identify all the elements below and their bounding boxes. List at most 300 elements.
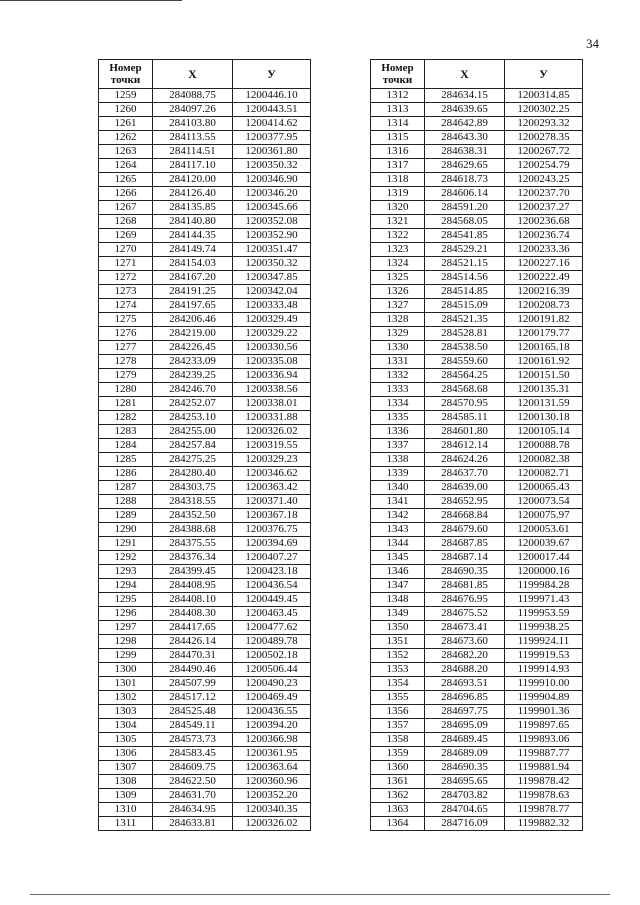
cell-x: 284634.15 <box>425 89 505 103</box>
cell-y: 1200347.85 <box>233 271 311 285</box>
cell-y: 1200161.92 <box>505 355 583 369</box>
cell-point-number: 1279 <box>99 369 153 383</box>
cell-y: 1199878.42 <box>505 775 583 789</box>
cell-y: 1200345.66 <box>233 201 311 215</box>
table-row <box>371 621 583 635</box>
cell-x: 284629.65 <box>425 159 505 173</box>
cell-y: 1200346.62 <box>233 467 311 481</box>
cell-x: 284690.35 <box>425 565 505 579</box>
cell-point-number: 1303 <box>99 705 153 719</box>
cell-x: 284149.74 <box>153 243 233 257</box>
coordinates-table-left <box>98 59 311 831</box>
cell-point-number: 1284 <box>99 439 153 453</box>
table-row <box>371 117 583 131</box>
cell-x: 284638.31 <box>425 145 505 159</box>
cell-y: 1200039.67 <box>505 537 583 551</box>
cell-y: 1200165.18 <box>505 341 583 355</box>
table-row <box>99 369 311 383</box>
cell-y: 1200191.82 <box>505 313 583 327</box>
table-header-row <box>371 60 583 89</box>
cell-y: 1200367.18 <box>233 509 311 523</box>
cell-point-number: 1308 <box>99 775 153 789</box>
table-row <box>99 187 311 201</box>
cell-y: 1199984.28 <box>505 579 583 593</box>
cell-x: 284690.35 <box>425 761 505 775</box>
cell-y: 1200446.10 <box>233 89 311 103</box>
cell-y: 1200490.23 <box>233 677 311 691</box>
coordinates-table-right <box>370 59 583 831</box>
table-row <box>371 607 583 621</box>
table-row <box>371 551 583 565</box>
table-row <box>371 509 583 523</box>
cell-y: 1200351.47 <box>233 243 311 257</box>
table-row <box>371 383 583 397</box>
cell-y: 1200130.18 <box>505 411 583 425</box>
cell-point-number: 1315 <box>371 131 425 145</box>
cell-point-number: 1327 <box>371 299 425 313</box>
table-row <box>371 355 583 369</box>
header-point-number: Номер точки <box>371 60 425 89</box>
cell-y: 1200436.55 <box>233 705 311 719</box>
top-rule <box>0 0 182 1</box>
table-row <box>371 229 583 243</box>
table-row <box>371 537 583 551</box>
cell-point-number: 1301 <box>99 677 153 691</box>
cell-x: 284618.73 <box>425 173 505 187</box>
cell-point-number: 1306 <box>99 747 153 761</box>
cell-x: 284591.20 <box>425 201 505 215</box>
cell-x: 284206.46 <box>153 313 233 327</box>
cell-x: 284525.48 <box>153 705 233 719</box>
cell-y: 1200371.40 <box>233 495 311 509</box>
cell-point-number: 1350 <box>371 621 425 635</box>
cell-point-number: 1318 <box>371 173 425 187</box>
cell-x: 284642.89 <box>425 117 505 131</box>
cell-point-number: 1259 <box>99 89 153 103</box>
table-row <box>99 635 311 649</box>
cell-y: 1200361.95 <box>233 747 311 761</box>
cell-x: 284103.80 <box>153 117 233 131</box>
table-row <box>371 565 583 579</box>
cell-y: 1200350.32 <box>233 257 311 271</box>
table-row <box>371 243 583 257</box>
table-row <box>99 327 311 341</box>
cell-y: 1200267.72 <box>505 145 583 159</box>
cell-y: 1199938.25 <box>505 621 583 635</box>
table-row <box>99 117 311 131</box>
cell-x: 284135.85 <box>153 201 233 215</box>
cell-x: 284239.25 <box>153 369 233 383</box>
table-row <box>371 775 583 789</box>
cell-y: 1200237.27 <box>505 201 583 215</box>
cell-y: 1200278.35 <box>505 131 583 145</box>
cell-y: 1199882.32 <box>505 817 583 831</box>
cell-x: 284652.95 <box>425 495 505 509</box>
cell-x: 284703.82 <box>425 789 505 803</box>
cell-y: 1200216.39 <box>505 285 583 299</box>
table-row <box>99 229 311 243</box>
cell-x: 284253.10 <box>153 411 233 425</box>
cell-y: 1199901.36 <box>505 705 583 719</box>
cell-y: 1200377.95 <box>233 131 311 145</box>
cell-point-number: 1270 <box>99 243 153 257</box>
cell-y: 1200151.50 <box>505 369 583 383</box>
table-row <box>371 761 583 775</box>
cell-point-number: 1320 <box>371 201 425 215</box>
cell-point-number: 1334 <box>371 397 425 411</box>
cell-x: 284167.20 <box>153 271 233 285</box>
cell-point-number: 1351 <box>371 635 425 649</box>
cell-point-number: 1274 <box>99 299 153 313</box>
cell-point-number: 1296 <box>99 607 153 621</box>
table-row <box>99 761 311 775</box>
cell-y: 1200346.20 <box>233 187 311 201</box>
table-row <box>371 313 583 327</box>
cell-y: 1200073.54 <box>505 495 583 509</box>
table-row <box>99 663 311 677</box>
cell-x: 284408.30 <box>153 607 233 621</box>
table-row <box>99 383 311 397</box>
table-row <box>371 747 583 761</box>
cell-point-number: 1266 <box>99 187 153 201</box>
cell-y: 1200350.32 <box>233 159 311 173</box>
cell-x: 284570.95 <box>425 397 505 411</box>
table-row <box>99 411 311 425</box>
table-row <box>371 299 583 313</box>
cell-point-number: 1362 <box>371 789 425 803</box>
cell-x: 284601.80 <box>425 425 505 439</box>
cell-y: 1200407.27 <box>233 551 311 565</box>
cell-point-number: 1285 <box>99 453 153 467</box>
cell-x: 284246.70 <box>153 383 233 397</box>
cell-y: 1200053.61 <box>505 523 583 537</box>
cell-y: 1200227.16 <box>505 257 583 271</box>
cell-y: 1200342.04 <box>233 285 311 299</box>
cell-x: 284612.14 <box>425 439 505 453</box>
table-header-row <box>99 60 311 89</box>
cell-y: 1199904.89 <box>505 691 583 705</box>
cell-y: 1200443.51 <box>233 103 311 117</box>
cell-y: 1200179.77 <box>505 327 583 341</box>
cell-x: 284568.68 <box>425 383 505 397</box>
cell-point-number: 1304 <box>99 719 153 733</box>
table-row <box>371 145 583 159</box>
cell-x: 284676.95 <box>425 593 505 607</box>
table-row <box>99 649 311 663</box>
cell-y: 1200314.85 <box>505 89 583 103</box>
cell-x: 284191.25 <box>153 285 233 299</box>
cell-point-number: 1313 <box>371 103 425 117</box>
cell-point-number: 1358 <box>371 733 425 747</box>
cell-point-number: 1346 <box>371 565 425 579</box>
cell-x: 284679.60 <box>425 523 505 537</box>
cell-point-number: 1364 <box>371 817 425 831</box>
cell-point-number: 1314 <box>371 117 425 131</box>
cell-point-number: 1347 <box>371 579 425 593</box>
cell-x: 284318.55 <box>153 495 233 509</box>
table-row <box>371 649 583 663</box>
table-row <box>371 453 583 467</box>
cell-x: 284549.11 <box>153 719 233 733</box>
cell-point-number: 1261 <box>99 117 153 131</box>
cell-x: 284697.75 <box>425 705 505 719</box>
table-row <box>99 621 311 635</box>
table-row <box>99 425 311 439</box>
cell-y: 1200363.42 <box>233 481 311 495</box>
cell-y: 1200326.02 <box>233 817 311 831</box>
cell-point-number: 1348 <box>371 593 425 607</box>
cell-point-number: 1356 <box>371 705 425 719</box>
table-row <box>371 327 583 341</box>
cell-y: 1199878.63 <box>505 789 583 803</box>
cell-x: 284673.60 <box>425 635 505 649</box>
cell-y: 1200352.08 <box>233 215 311 229</box>
cell-x: 284564.25 <box>425 369 505 383</box>
table-row <box>371 467 583 481</box>
cell-x: 284417.65 <box>153 621 233 635</box>
table-row <box>99 439 311 453</box>
cell-x: 284275.25 <box>153 453 233 467</box>
cell-point-number: 1286 <box>99 467 153 481</box>
cell-y: 1199893.06 <box>505 733 583 747</box>
table-row <box>99 817 311 831</box>
table-row <box>371 691 583 705</box>
cell-y: 1200105.14 <box>505 425 583 439</box>
header-y: У <box>505 60 583 89</box>
cell-y: 1200236.68 <box>505 215 583 229</box>
cell-point-number: 1338 <box>371 453 425 467</box>
cell-y: 1199897.65 <box>505 719 583 733</box>
table-row <box>371 89 583 103</box>
table-row <box>99 677 311 691</box>
cell-point-number: 1292 <box>99 551 153 565</box>
cell-x: 284529.21 <box>425 243 505 257</box>
cell-x: 284490.46 <box>153 663 233 677</box>
cell-point-number: 1354 <box>371 677 425 691</box>
cell-y: 1200346.90 <box>233 173 311 187</box>
cell-x: 284219.00 <box>153 327 233 341</box>
table-row <box>99 579 311 593</box>
header-x: X <box>153 60 233 89</box>
table-row <box>99 243 311 257</box>
table-row <box>99 215 311 229</box>
cell-point-number: 1322 <box>371 229 425 243</box>
cell-x: 284408.10 <box>153 593 233 607</box>
cell-point-number: 1340 <box>371 481 425 495</box>
cell-x: 284126.40 <box>153 187 233 201</box>
cell-point-number: 1277 <box>99 341 153 355</box>
table-row <box>99 299 311 313</box>
cell-y: 1200340.35 <box>233 803 311 817</box>
cell-x: 284609.75 <box>153 761 233 775</box>
cell-point-number: 1363 <box>371 803 425 817</box>
table-row <box>99 495 311 509</box>
cell-y: 1200449.45 <box>233 593 311 607</box>
cell-point-number: 1321 <box>371 215 425 229</box>
table-row <box>99 467 311 481</box>
table-row <box>99 733 311 747</box>
cell-y: 1200469.49 <box>233 691 311 705</box>
cell-point-number: 1361 <box>371 775 425 789</box>
cell-x: 284399.45 <box>153 565 233 579</box>
cell-point-number: 1310 <box>99 803 153 817</box>
cell-point-number: 1335 <box>371 411 425 425</box>
table-row <box>99 341 311 355</box>
table-row <box>99 313 311 327</box>
cell-x: 284639.65 <box>425 103 505 117</box>
cell-x: 284517.12 <box>153 691 233 705</box>
cell-point-number: 1262 <box>99 131 153 145</box>
table-row <box>99 131 311 145</box>
cell-point-number: 1332 <box>371 369 425 383</box>
cell-x: 284257.84 <box>153 439 233 453</box>
cell-point-number: 1349 <box>371 607 425 621</box>
table-row <box>99 775 311 789</box>
cell-y: 1200331.88 <box>233 411 311 425</box>
cell-point-number: 1267 <box>99 201 153 215</box>
cell-point-number: 1276 <box>99 327 153 341</box>
cell-x: 284515.09 <box>425 299 505 313</box>
cell-point-number: 1341 <box>371 495 425 509</box>
table-row <box>99 719 311 733</box>
cell-x: 284088.75 <box>153 89 233 103</box>
cell-point-number: 1343 <box>371 523 425 537</box>
cell-x: 284681.85 <box>425 579 505 593</box>
table-row <box>99 523 311 537</box>
cell-point-number: 1287 <box>99 481 153 495</box>
cell-x: 284376.34 <box>153 551 233 565</box>
cell-x: 284695.65 <box>425 775 505 789</box>
cell-point-number: 1278 <box>99 355 153 369</box>
cell-y: 1200131.59 <box>505 397 583 411</box>
table-row <box>371 733 583 747</box>
cell-x: 284633.81 <box>153 817 233 831</box>
cell-point-number: 1359 <box>371 747 425 761</box>
cell-y: 1200326.02 <box>233 425 311 439</box>
table-row <box>371 131 583 145</box>
cell-x: 284704.65 <box>425 803 505 817</box>
cell-point-number: 1309 <box>99 789 153 803</box>
cell-x: 284226.45 <box>153 341 233 355</box>
table-row <box>99 257 311 271</box>
table-row <box>99 705 311 719</box>
cell-point-number: 1294 <box>99 579 153 593</box>
cell-point-number: 1305 <box>99 733 153 747</box>
cell-y: 1200302.25 <box>505 103 583 117</box>
cell-x: 284583.45 <box>153 747 233 761</box>
cell-y: 1200352.20 <box>233 789 311 803</box>
cell-x: 284693.51 <box>425 677 505 691</box>
cell-x: 284197.65 <box>153 299 233 313</box>
cell-y: 1200336.94 <box>233 369 311 383</box>
cell-point-number: 1311 <box>99 817 153 831</box>
cell-x: 284687.85 <box>425 537 505 551</box>
cell-y: 1199953.59 <box>505 607 583 621</box>
cell-x: 284114.51 <box>153 145 233 159</box>
cell-x: 284643.30 <box>425 131 505 145</box>
cell-point-number: 1289 <box>99 509 153 523</box>
cell-point-number: 1302 <box>99 691 153 705</box>
cell-x: 284689.45 <box>425 733 505 747</box>
cell-point-number: 1260 <box>99 103 153 117</box>
cell-x: 284154.03 <box>153 257 233 271</box>
cell-y: 1200394.69 <box>233 537 311 551</box>
table-row <box>371 173 583 187</box>
cell-y: 1200236.74 <box>505 229 583 243</box>
cell-point-number: 1265 <box>99 173 153 187</box>
cell-point-number: 1280 <box>99 383 153 397</box>
cell-point-number: 1298 <box>99 635 153 649</box>
cell-x: 284352.50 <box>153 509 233 523</box>
cell-y: 1199887.77 <box>505 747 583 761</box>
cell-y: 1200088.78 <box>505 439 583 453</box>
table-row <box>371 187 583 201</box>
cell-x: 284140.80 <box>153 215 233 229</box>
cell-point-number: 1275 <box>99 313 153 327</box>
bottom-rule <box>30 894 610 895</box>
cell-point-number: 1355 <box>371 691 425 705</box>
cell-point-number: 1295 <box>99 593 153 607</box>
cell-x: 284687.14 <box>425 551 505 565</box>
cell-y: 1200233.36 <box>505 243 583 257</box>
cell-point-number: 1307 <box>99 761 153 775</box>
cell-x: 284637.70 <box>425 467 505 481</box>
cell-y: 1200338.01 <box>233 397 311 411</box>
cell-y: 1200414.62 <box>233 117 311 131</box>
cell-y: 1200423.18 <box>233 565 311 579</box>
cell-x: 284470.31 <box>153 649 233 663</box>
table-row <box>99 453 311 467</box>
cell-x: 284673.41 <box>425 621 505 635</box>
cell-y: 1200506.44 <box>233 663 311 677</box>
cell-x: 284689.09 <box>425 747 505 761</box>
cell-y: 1200222.49 <box>505 271 583 285</box>
cell-x: 284606.14 <box>425 187 505 201</box>
cell-x: 284514.56 <box>425 271 505 285</box>
cell-y: 1200319.55 <box>233 439 311 453</box>
cell-point-number: 1297 <box>99 621 153 635</box>
cell-y: 1199919.53 <box>505 649 583 663</box>
table-row <box>99 145 311 159</box>
table-row <box>371 579 583 593</box>
cell-y: 1200135.31 <box>505 383 583 397</box>
cell-y: 1200075.97 <box>505 509 583 523</box>
cell-y: 1200208.73 <box>505 299 583 313</box>
cell-y: 1200243.25 <box>505 173 583 187</box>
header-y: У <box>233 60 311 89</box>
table-row <box>99 285 311 299</box>
table-row <box>371 425 583 439</box>
header-point-number: Номер точки <box>99 60 153 89</box>
cell-y: 1200394.20 <box>233 719 311 733</box>
cell-x: 284113.55 <box>153 131 233 145</box>
cell-x: 284624.26 <box>425 453 505 467</box>
cell-y: 1200254.79 <box>505 159 583 173</box>
table-row <box>99 355 311 369</box>
table-row <box>371 677 583 691</box>
cell-point-number: 1319 <box>371 187 425 201</box>
table-row <box>99 789 311 803</box>
cell-point-number: 1333 <box>371 383 425 397</box>
table-row <box>371 593 583 607</box>
cell-y: 1200335.08 <box>233 355 311 369</box>
table-row <box>371 341 583 355</box>
cell-point-number: 1283 <box>99 425 153 439</box>
cell-point-number: 1271 <box>99 257 153 271</box>
cell-x: 284538.50 <box>425 341 505 355</box>
cell-point-number: 1299 <box>99 649 153 663</box>
cell-point-number: 1269 <box>99 229 153 243</box>
